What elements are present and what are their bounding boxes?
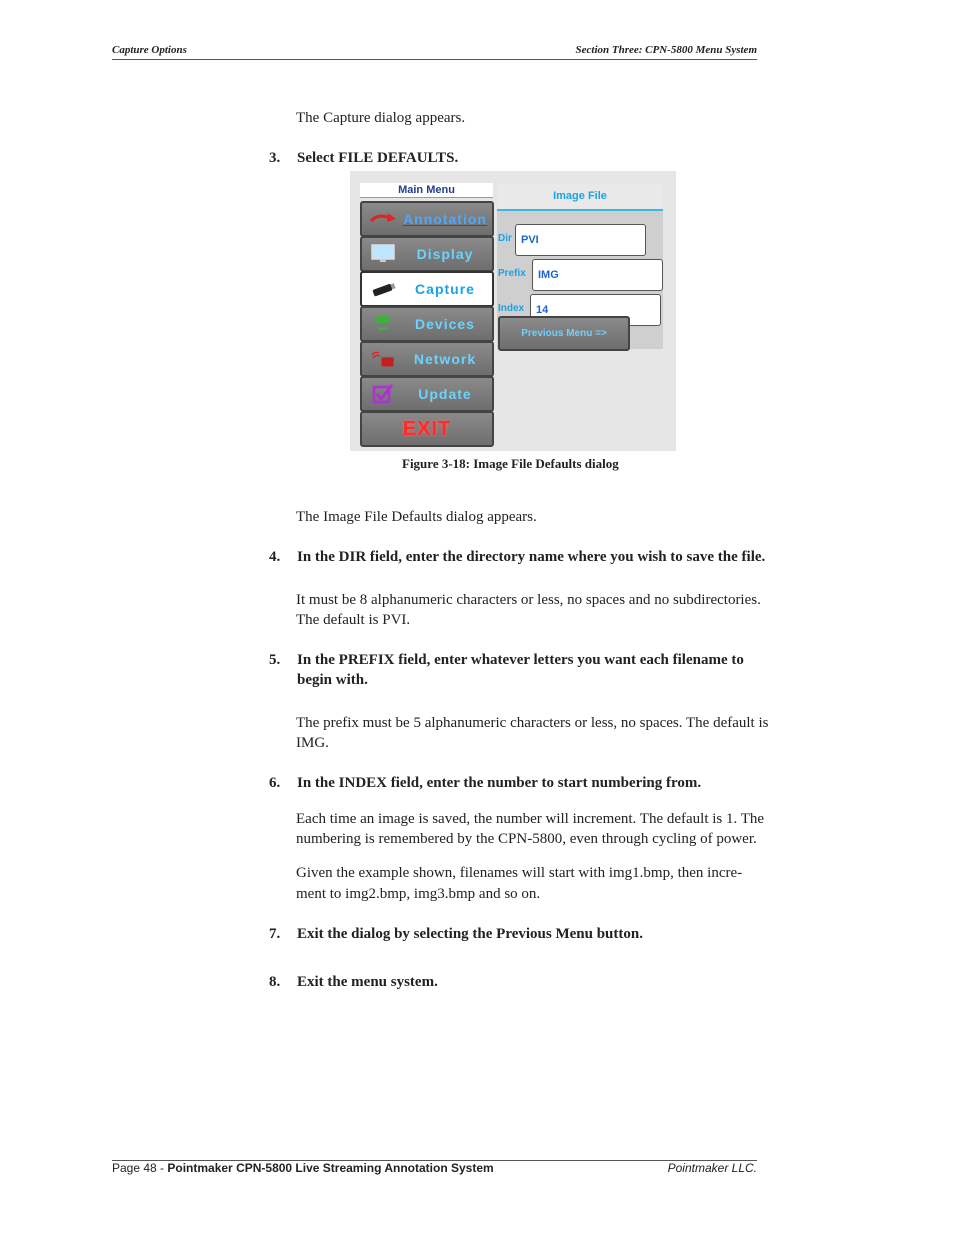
step-number: 4. <box>269 549 281 565</box>
step-text: In the DIR field, enter the directory name where you wish to save the file. <box>297 549 766 565</box>
dir-field[interactable]: PVI <box>515 224 646 256</box>
menu-button-annotation[interactable] <box>360 201 494 237</box>
menu-label: Update <box>418 386 472 402</box>
step-4 <box>269 547 766 567</box>
page-header <box>112 44 757 60</box>
checkbox-icon <box>370 384 396 404</box>
menu-label: Network <box>413 351 477 367</box>
step-number: 7. <box>269 926 281 942</box>
prefix-label: Prefix <box>498 268 526 279</box>
example-paragraph-line-2: ment to img2.bmp, img3.bmp and so on. <box>296 886 541 902</box>
step-text: Select FILE DEFAULTS. <box>297 150 459 166</box>
figure-caption: Figure 3-18: Image File Defaults dialog <box>402 456 619 471</box>
step-number: 8. <box>269 974 281 990</box>
after-figure-text: The Image File Defaults dialog appears. <box>296 509 537 525</box>
network-icon <box>370 349 396 369</box>
menu-label: Devices <box>415 316 475 332</box>
step-6 <box>269 773 702 793</box>
step-text: Exit the dialog by selecting the Previous Menu button. <box>297 926 643 942</box>
menu-label: Display <box>416 246 474 262</box>
step-text: In the PREFIX field, enter whatever letters you want each filename to begin with. <box>297 652 744 688</box>
index-paragraph-line-2: numbering is remembered by the CPN-5800, even through cycling of power. <box>296 831 757 847</box>
menu-button-update[interactable] <box>360 376 494 412</box>
menu-label: Capture <box>415 281 475 297</box>
arrow-icon <box>370 209 396 229</box>
menu-button-network[interactable] <box>360 341 494 377</box>
step-5 <box>269 650 757 690</box>
menu-button-display[interactable] <box>360 236 494 272</box>
step-3 <box>269 148 459 168</box>
step-8 <box>269 972 438 992</box>
menu-label: EXIT <box>402 418 452 440</box>
monitor-icon <box>370 244 396 264</box>
main-menu-title: Main Menu <box>360 183 493 198</box>
previous-menu-button[interactable]: Previous Menu => <box>498 316 630 351</box>
footer-company: Pointmaker LLC. <box>667 1161 757 1175</box>
prefix-paragraph-line-2: IMG. <box>296 735 329 751</box>
index-paragraph-line-1: Each time an image is saved, the number will increment. The default is 1. The <box>296 811 765 827</box>
image-file-defaults-figure <box>350 171 676 451</box>
header-section-left: Capture Options <box>112 44 187 56</box>
prefix-paragraph-line-1: The prefix must be 5 alphanumeric characters or less, no spaces. The default is <box>296 715 769 731</box>
menu-label: Annotation <box>403 211 487 227</box>
step-number: 3. <box>269 150 281 166</box>
example-paragraph-line-1: Given the example shown, filenames will start with img1.bmp, then incre- <box>296 865 743 881</box>
intro-text: The Capture dialog appears. <box>296 110 466 126</box>
footer-left <box>112 1161 494 1175</box>
step-text: In the INDEX field, enter the number to start numbering from. <box>297 775 702 791</box>
step-text: Exit the menu system. <box>297 974 438 990</box>
step-number: 6. <box>269 775 281 791</box>
image-file-title: Image File <box>497 184 663 211</box>
dir-label: Dir <box>498 233 512 244</box>
index-field[interactable]: 14 <box>530 294 661 326</box>
step-7 <box>269 924 643 944</box>
step-number: 5. <box>269 652 281 668</box>
header-section-right: Section Three: CPN-5800 Menu System <box>575 44 757 56</box>
page-footer <box>112 1160 757 1175</box>
menu-button-exit[interactable] <box>360 411 494 447</box>
devices-icon <box>370 314 396 334</box>
footer-title: Pointmaker CPN-5800 Live Streaming Annotation System <box>167 1161 494 1175</box>
menu-button-devices[interactable] <box>360 306 494 342</box>
dir-paragraph-line-2: The default is PVI. <box>296 612 411 628</box>
footer-page: Page 48 - <box>112 1161 168 1175</box>
usb-drive-icon <box>370 279 396 299</box>
index-label: Index <box>498 303 525 314</box>
menu-button-capture[interactable] <box>360 271 494 307</box>
prefix-field[interactable]: IMG <box>532 259 663 291</box>
dir-paragraph-line-1: It must be 8 alphanumeric characters or less, no spaces and no subdirectories. <box>296 592 761 608</box>
